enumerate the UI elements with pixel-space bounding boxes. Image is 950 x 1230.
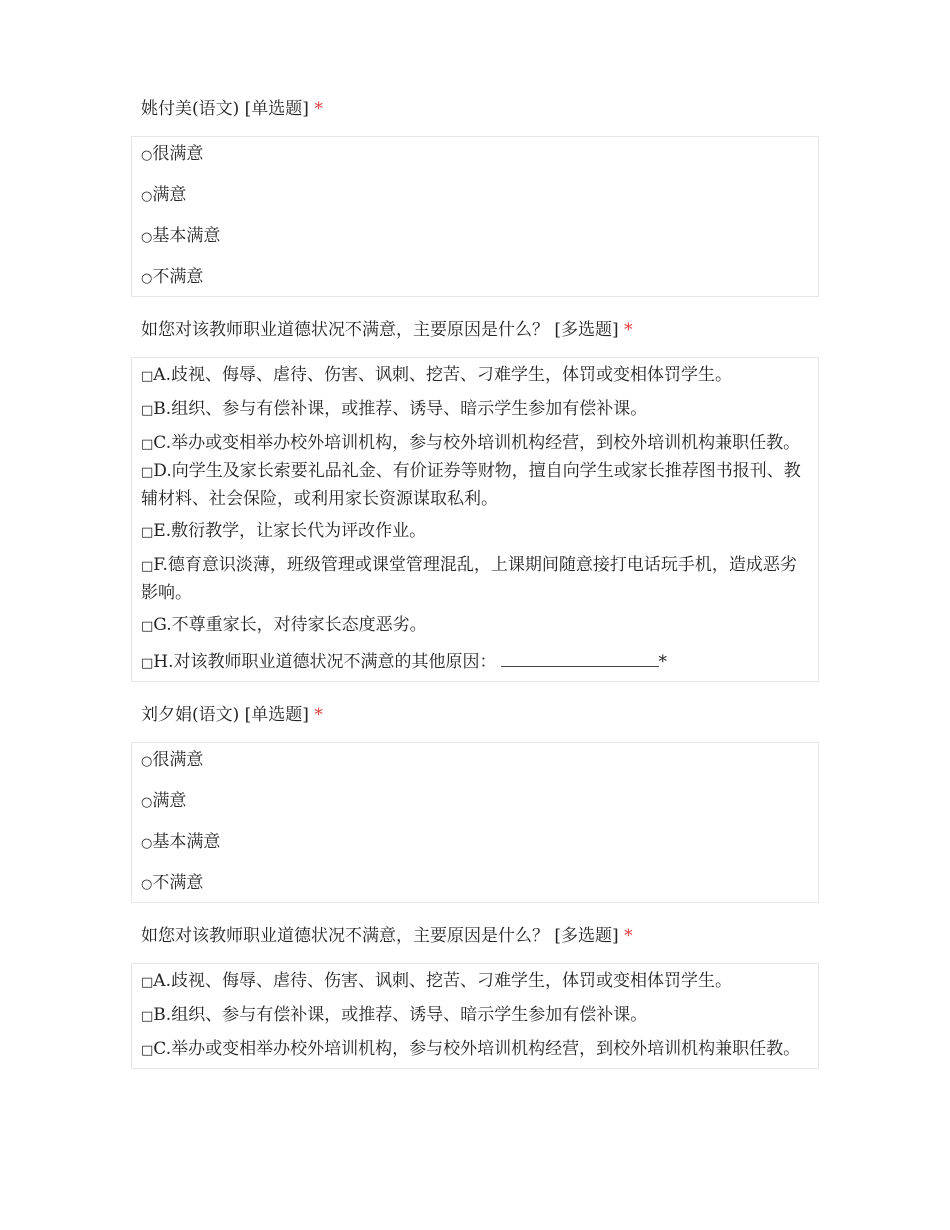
radio-option-basically-satisfied[interactable]: ○基本满意 bbox=[141, 226, 221, 246]
other-required-mark: * bbox=[658, 652, 668, 672]
radio-option-very-satisfied[interactable]: ○很满意 bbox=[141, 750, 204, 770]
checkbox-option-c[interactable]: □C.举办或变相举办校外培训机构，参与校外培训机构经营，到校外培训机构兼职任教。 bbox=[141, 433, 801, 453]
other-reason-input[interactable] bbox=[501, 646, 659, 667]
checkbox-icon[interactable]: □ bbox=[141, 1043, 154, 1058]
checkbox-group bbox=[131, 963, 819, 1069]
checkbox-icon[interactable]: □ bbox=[141, 559, 154, 574]
checkbox-icon[interactable]: □ bbox=[141, 525, 154, 540]
radio-option-dissatisfied[interactable]: ○不满意 bbox=[141, 267, 204, 287]
radio-icon[interactable]: ○ bbox=[141, 230, 153, 245]
checkbox-option-c[interactable]: □C.举办或变相举办校外培训机构，参与校外培训机构经营，到校外培训机构兼职任教。 bbox=[141, 1039, 801, 1059]
required-mark: * bbox=[624, 926, 633, 946]
radio-option-dissatisfied[interactable]: ○不满意 bbox=[141, 873, 204, 893]
radio-group bbox=[131, 136, 819, 297]
checkbox-icon[interactable]: □ bbox=[141, 1009, 154, 1024]
checkbox-icon[interactable]: □ bbox=[141, 437, 154, 452]
checkbox-option-a[interactable]: □A.歧视、侮辱、虐待、伤害、讽刺、挖苦、刁难学生，体罚或变相体罚学生。 bbox=[141, 365, 732, 385]
radio-option-satisfied[interactable]: ○满意 bbox=[141, 791, 187, 811]
checkbox-option-d[interactable]: □D.向学生及家长索要礼品礼金、有价证券等财物，擅自向学生或家长推荐图书报刊、教辅材料、社会保险，或利用家长资源谋取私利。 bbox=[141, 461, 801, 509]
checkbox-icon[interactable]: □ bbox=[141, 656, 154, 671]
checkbox-icon[interactable]: □ bbox=[141, 403, 154, 418]
question-title: 如您对该教师职业道德状况不满意，主要原因是什么？ [多选题] * bbox=[141, 926, 633, 946]
checkbox-option-e[interactable]: □E.敷衍教学，让家长代为评改作业。 bbox=[141, 521, 427, 541]
radio-icon[interactable]: ○ bbox=[141, 754, 153, 769]
required-mark: * bbox=[314, 705, 323, 725]
checkbox-option-g[interactable]: □G.不尊重家长，对待家长态度恶劣。 bbox=[141, 615, 427, 635]
checkbox-option-b[interactable]: □B.组织、参与有偿补课，或推荐、诱导、暗示学生参加有偿补课。 bbox=[141, 1005, 648, 1025]
radio-option-basically-satisfied[interactable]: ○基本满意 bbox=[141, 832, 221, 852]
checkbox-group bbox=[131, 357, 819, 682]
radio-icon[interactable]: ○ bbox=[141, 795, 153, 810]
checkbox-icon[interactable]: □ bbox=[141, 975, 154, 990]
required-mark: * bbox=[314, 99, 323, 119]
checkbox-icon[interactable]: □ bbox=[141, 465, 154, 480]
radio-icon[interactable]: ○ bbox=[141, 877, 153, 892]
checkbox-option-f[interactable]: □F.德育意识淡薄，班级管理或课堂管理混乱，上课期间随意接打电话玩手机，造成恶劣影响。 bbox=[141, 555, 797, 603]
checkbox-option-h[interactable]: □H.对该教师职业道德状况不满意的其他原因： * bbox=[141, 646, 808, 677]
required-mark: * bbox=[624, 320, 633, 340]
checkbox-icon[interactable]: □ bbox=[141, 369, 154, 384]
question-title: 刘夕娟(语文) [单选题] * bbox=[141, 705, 323, 725]
radio-icon[interactable]: ○ bbox=[141, 271, 153, 286]
question-title: 姚付美(语文) [单选题] * bbox=[141, 99, 323, 119]
radio-icon[interactable]: ○ bbox=[141, 836, 153, 851]
radio-icon[interactable]: ○ bbox=[141, 148, 153, 163]
checkbox-icon[interactable]: □ bbox=[141, 619, 154, 634]
checkbox-option-a[interactable]: □A.歧视、侮辱、虐待、伤害、讽刺、挖苦、刁难学生，体罚或变相体罚学生。 bbox=[141, 971, 732, 991]
radio-group bbox=[131, 742, 819, 903]
survey-page bbox=[131, 96, 819, 1089]
checkbox-option-b[interactable]: □B.组织、参与有偿补课，或推荐、诱导、暗示学生参加有偿补课。 bbox=[141, 399, 648, 419]
radio-option-very-satisfied[interactable]: ○很满意 bbox=[141, 144, 204, 164]
radio-icon[interactable]: ○ bbox=[141, 189, 153, 204]
radio-option-satisfied[interactable]: ○满意 bbox=[141, 185, 187, 205]
question-title: 如您对该教师职业道德状况不满意，主要原因是什么？ [多选题] * bbox=[141, 320, 633, 340]
